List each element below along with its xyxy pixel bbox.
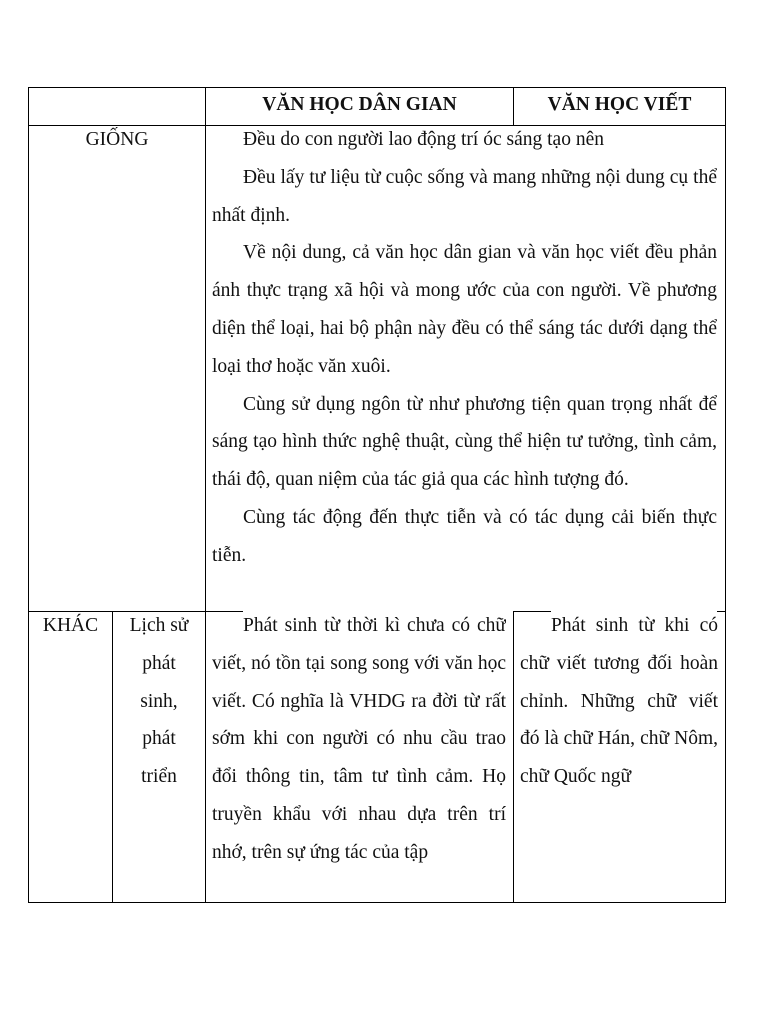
row-label-khac: KHÁC xyxy=(42,615,99,636)
giong-paragraph: Đều lấy tư liệu từ cuộc sống và mang những nội dung cụ thể nhất định. xyxy=(212,166,717,226)
khac-dan-gian-text: Phát sinh từ thời kì chưa có chữ viết, nó tồn tại song song với văn học viết. Có nghĩa là VHDG ra đời từ rất sớm khi con người có nhu cầu trao đổi thông tin, tâm tư tình cảm. Họ truyền khẩu với nhau dựa trên trí nhớ, trên sự ứng tác của tập xyxy=(212,615,506,863)
table-border-left xyxy=(28,87,29,903)
giong-paragraph: Cùng tác động đến thực tiễn và có tác dụng cải biến thực tiễn. xyxy=(212,506,717,566)
khac-dan-gian-cell xyxy=(212,607,506,901)
khac-viet-text: Phát sinh từ khi có chữ viết tương đối hoàn chỉnh. Những chữ viết đó là chữ Hán, chữ Nôm, chữ Quốc ngữ xyxy=(520,615,718,788)
column-divider-label xyxy=(205,87,206,903)
criterion-line: phát xyxy=(142,652,176,674)
table-border-right xyxy=(725,87,726,903)
giong-paragraph: Đều do con người lao động trí óc sáng tạo nên xyxy=(243,129,604,150)
header-van-hoc-dan-gian: VĂN HỌC DÂN GIAN xyxy=(262,94,457,115)
criterion-line: Lịch sử xyxy=(129,615,189,636)
criterion-line: phát xyxy=(142,728,176,750)
column-divider-khac xyxy=(513,611,514,903)
khac-viet-cell xyxy=(520,607,718,796)
table-border-bottom xyxy=(28,902,726,903)
header-van-hoc-viet: VĂN HỌC VIẾT xyxy=(547,94,692,115)
giong-paragraph: Về nội dung, cả văn học dân gian và văn học viết đều phản ánh thực trạng xã hội và mong ước của con người. Về phương diện thể loại, hai bộ phận này đều có thể sáng tác dưới dạng thể loại thơ hoặc văn xuôi. xyxy=(212,242,717,377)
giong-content xyxy=(212,121,717,575)
row-label-giong: GIỐNG xyxy=(85,129,149,150)
giong-paragraph: Cùng sử dụng ngôn từ như phương tiện quan trọng nhất để sáng tạo hình thức nghệ thuật, cùng thể hiện tư tưởng, tình cảm, thái độ, quan niệm của tác giả qua các hình tượng đó. xyxy=(212,393,717,491)
criterion-line: sinh, xyxy=(140,690,178,712)
criterion-line: triển xyxy=(141,766,177,788)
khac-criterion xyxy=(113,607,205,796)
giong-row-divider-right xyxy=(717,611,726,612)
